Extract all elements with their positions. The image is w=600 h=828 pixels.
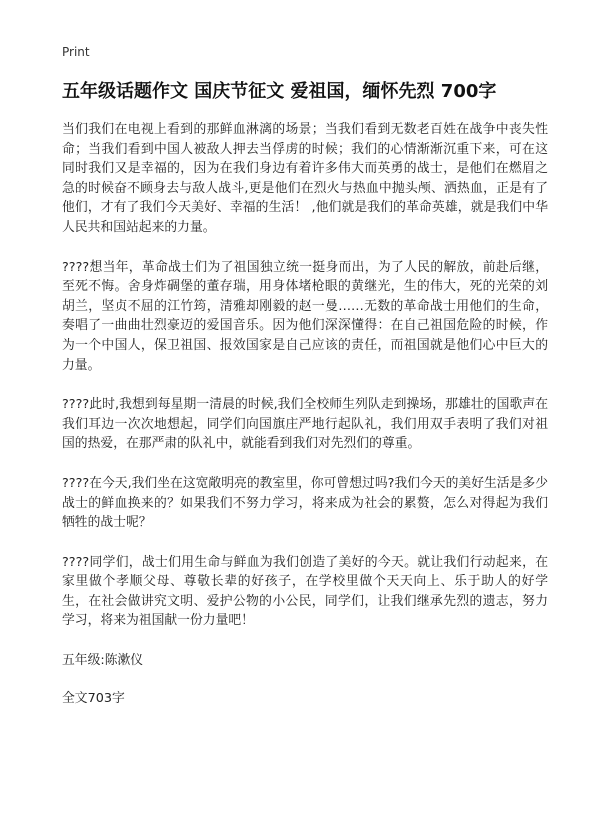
article-paragraph-2: ????想当年，革命战士们为了祖国独立统一挺身而出，为了人民的解放，前赴后继，至死不悔。舍身炸碉堡的董存瑞，用身体堵枪眼的黄继光，生的伟大，死的光荣的刘胡兰，坚贞不屈的江竹筠，清雅却刚毅的赵一曼……无数的革命战士用他们的生命，奏唱了一曲曲壮烈豪迈的爱国音乐。因为他们深深懂得：在自己祖国危险的时候，作为一个中国人，保卫祖国、报效国家是自己应该的责任，而祖国就是他们心中巨大的力量。	[62, 259, 548, 373]
article-paragraph-5: ????同学们，战士们用生命与鲜血为我们创造了美好的今天。就让我们行动起来，在家里做个孝顺父母、尊敬长辈的好孩子，在学校里做个天天向上、乐于助人的好学生，在社会做讲究文明、爱护公物的小公民，同学们，让我们继承先烈的遗志，努力学习，将来为祖国献一份力量吧！	[62, 554, 548, 629]
article-paragraph-3: ????此时,我想到每星期一清晨的时候,我们全校师生列队走到操场，那雄壮的国歌声在我们耳边一次次地想起，同学们向国旗庄严地行起队礼，我们用双手表明了我们对祖国的热爱，在那严肃的队礼中，就能看到我们对先烈们的尊重。	[62, 397, 548, 452]
article-body	[62, 120, 548, 726]
article-title: 五年级话题作文 国庆节征文 爱祖国，缅怀先烈 700字	[62, 81, 497, 102]
word-count: 全文703字	[62, 690, 125, 706]
article-paragraph-4: ????在今天,我们坐在这宽敞明亮的教室里，你可曾想过吗?我们今天的美好生活是多少战士的鲜血换来的？如果我们不努力学习，将来成为社会的累赘，怎么对得起为我们牺牲的战士呢？	[62, 475, 548, 531]
article-author: 五年级:陈漱仪	[62, 653, 144, 669]
article-paragraph-1: 当们我们在电视上看到的那鲜血淋漓的场景；当我们看到无数老百姓在战争中丧失性命；当我们看到中国人被敌人押去当俘虏的时候；我们的心情渐渐沉重下来，可在这同时我们又是幸福的，因为在我们身边有着许多伟大而英勇的战士，是他们在燃眉之急的时候奋不顾身去与敌人战斗,更是他们在烈火与热血中抛头颅、洒热血，正是有了他们，才有了我们今天美好、幸福的生活！ ,他们就是我们的革命英雄，就是我们中华人民共和国站起来的力量。	[62, 122, 548, 235]
print-link[interactable]: Print	[62, 45, 90, 59]
